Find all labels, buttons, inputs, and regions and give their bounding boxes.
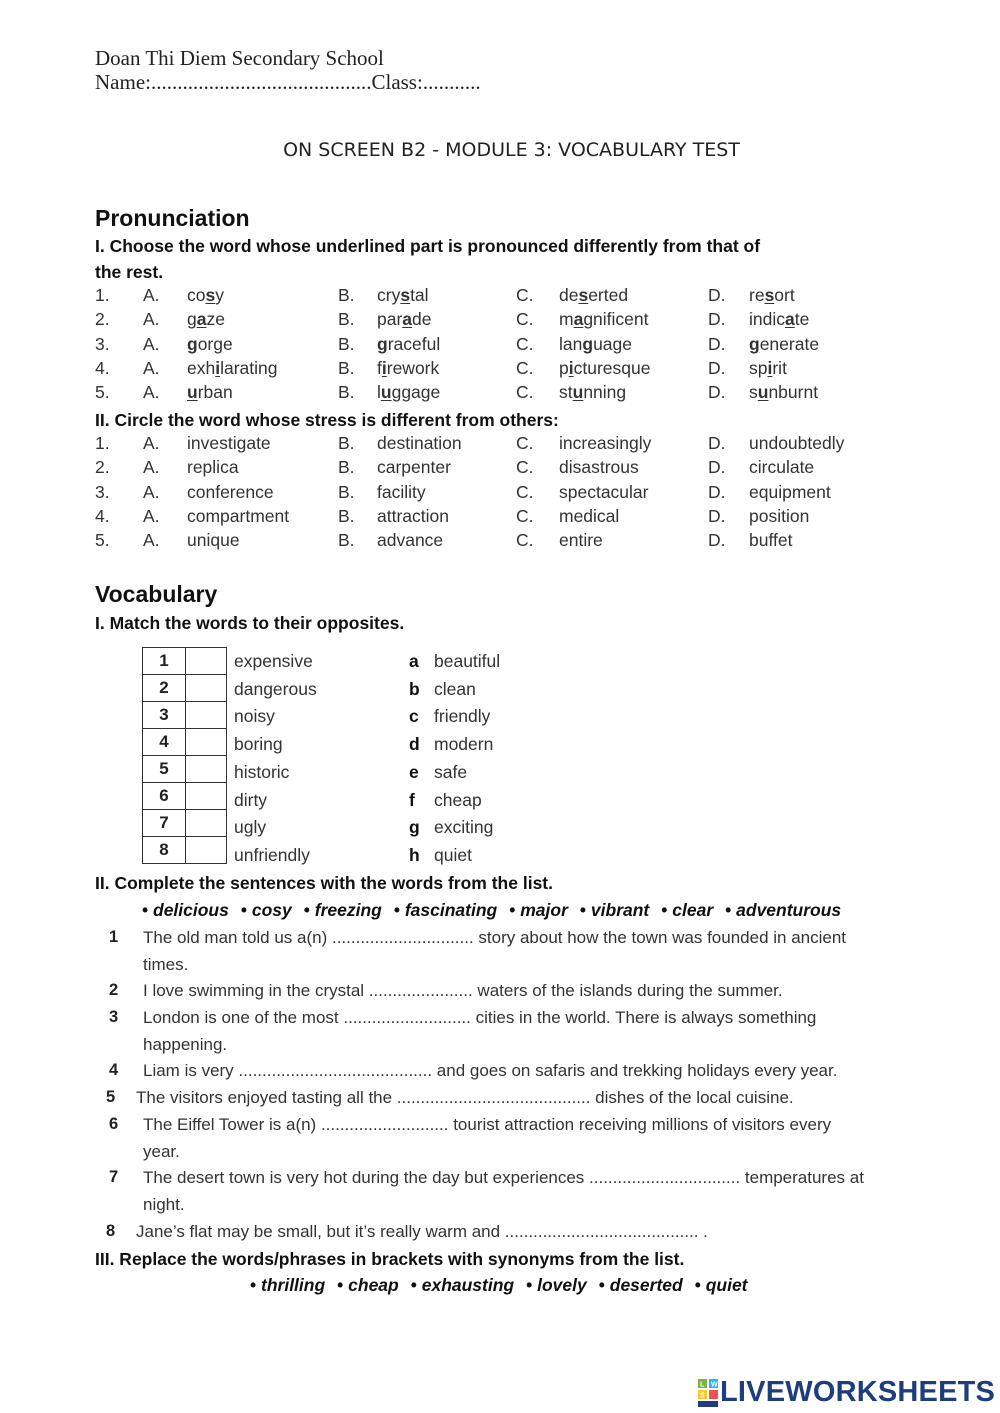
option-letter: A. xyxy=(143,309,160,330)
option-letter: A. xyxy=(143,530,160,551)
match-letter: c xyxy=(409,706,419,727)
word-list-item xyxy=(394,900,497,920)
sentence-line: The Eiffel Tower is a(n) ........................... tourist attraction receiving millions of visitors every xyxy=(143,1115,832,1134)
word-part: st xyxy=(559,382,573,403)
word-part: s xyxy=(749,382,758,403)
match-letter: h xyxy=(409,844,420,865)
option-letter: A. xyxy=(143,433,160,453)
vocab-section2-instruction: II. Complete the sentences with the words from the list. xyxy=(95,873,553,893)
underlined-part: g xyxy=(582,333,594,354)
option-letter: D. xyxy=(708,433,726,453)
underlined-part: s xyxy=(578,285,589,305)
underlined-part: g xyxy=(187,333,198,354)
match-number: 7 xyxy=(143,810,186,837)
bullet-icon: • xyxy=(410,1275,422,1295)
option-word: unique xyxy=(187,530,240,551)
question-number: 1. xyxy=(95,433,110,453)
question-number: 3. xyxy=(95,333,110,354)
match-letter: a xyxy=(409,651,419,671)
match-opposite: exciting xyxy=(434,817,494,838)
word-list-item xyxy=(250,1275,325,1295)
word-list-item xyxy=(142,900,229,920)
option-word: advance xyxy=(377,530,444,551)
match-number: 2 xyxy=(143,675,186,702)
option-letter: A. xyxy=(143,457,160,478)
match-opposite: beautiful xyxy=(434,651,501,671)
vocab-section1-instruction: I. Match the words to their opposites. xyxy=(95,613,405,633)
match-row xyxy=(143,702,227,729)
match-answer-box[interactable] xyxy=(186,783,227,810)
word-part: de xyxy=(559,285,579,305)
word-list-word: lovely xyxy=(537,1275,587,1295)
option-letter: D. xyxy=(708,505,726,526)
option-letter: C. xyxy=(516,285,534,305)
sentence-line: The desert town is very hot during the day but experiences ................................ temperatures at xyxy=(143,1168,864,1187)
option-word: disastrous xyxy=(559,457,639,478)
option-letter: D. xyxy=(708,457,726,478)
underlined-part: u xyxy=(572,382,584,403)
word-part: m xyxy=(559,309,574,330)
option-word: buffet xyxy=(749,530,793,551)
option-word xyxy=(377,382,440,403)
match-answer-box[interactable] xyxy=(186,729,227,756)
match-word: ugly xyxy=(234,817,267,838)
word-list-word: exhausting xyxy=(421,1275,515,1295)
word-list-word: freezing xyxy=(314,900,382,920)
word-list-item xyxy=(725,900,841,920)
match-word: dangerous xyxy=(234,678,317,699)
option-letter: A. xyxy=(143,481,160,502)
word-part: rban xyxy=(197,382,233,403)
match-opposite: cheap xyxy=(434,789,482,810)
match-opposite: clean xyxy=(434,678,476,699)
match-answer-box[interactable] xyxy=(186,810,227,837)
sentence-line: The old man told us a(n) .............................. story about how the town was founded in ancient xyxy=(143,928,847,947)
match-answer-box[interactable] xyxy=(186,756,227,783)
option-letter: B. xyxy=(338,481,355,502)
match-row xyxy=(143,729,227,756)
underlined-part: s xyxy=(400,285,411,305)
bullet-icon: • xyxy=(509,900,521,920)
match-number: 3 xyxy=(143,702,186,729)
word-part: ze xyxy=(206,309,225,330)
option-letter: C. xyxy=(516,357,534,378)
word-part: ggage xyxy=(391,382,441,403)
liveworksheets-brand: LIVEWORKSHEETS xyxy=(720,1376,996,1408)
option-word: equipment xyxy=(749,481,831,502)
question-number: 4. xyxy=(95,357,110,378)
option-letter: A. xyxy=(143,285,160,305)
option-word: entire xyxy=(559,530,603,551)
match-number: 6 xyxy=(143,783,186,810)
word-part: de xyxy=(412,309,432,330)
option-word xyxy=(559,382,626,403)
word-part: sp xyxy=(749,357,768,378)
match-row xyxy=(143,837,227,864)
option-letter: A. xyxy=(143,505,160,526)
option-letter: B. xyxy=(338,457,355,478)
word-part: co xyxy=(187,285,206,305)
option-letter: C. xyxy=(516,505,534,526)
option-word xyxy=(187,285,224,306)
word-part: l xyxy=(377,382,381,403)
option-word: facility xyxy=(377,481,426,502)
word-part: nning xyxy=(583,382,627,403)
sentence-number: 6 xyxy=(109,1115,119,1133)
match-opposite: friendly xyxy=(434,706,491,727)
option-word xyxy=(377,285,429,306)
match-opposite: quiet xyxy=(434,844,472,865)
pronunciation-heading: Pronunciation xyxy=(95,205,250,231)
underlined-part: s xyxy=(764,285,775,305)
option-word: investigate xyxy=(187,433,271,453)
option-letter: C. xyxy=(516,333,534,354)
underlined-part: u xyxy=(187,382,198,403)
word-list-item xyxy=(580,900,649,920)
question-number: 1. xyxy=(95,285,110,305)
word-list-item xyxy=(304,900,382,920)
option-word xyxy=(749,358,787,379)
option-word: conference xyxy=(187,481,274,502)
sentence-number: 8 xyxy=(106,1222,116,1240)
option-word xyxy=(559,358,650,379)
match-word: dirty xyxy=(234,789,268,810)
option-word xyxy=(187,358,278,379)
option-letter: B. xyxy=(338,285,355,305)
word-list-item xyxy=(241,900,292,920)
liveworksheets-logo[interactable] xyxy=(698,1376,994,1410)
pron-section1-instruction-line1: I. Choose the word whose underlined part is pronounced differently from that of xyxy=(95,236,761,256)
option-letter: B. xyxy=(338,382,355,403)
option-word: undoubtedly xyxy=(749,433,845,453)
word-part: raceful xyxy=(387,333,441,354)
question-number: 4. xyxy=(95,505,110,526)
sentence-line: times. xyxy=(143,954,189,974)
match-table xyxy=(142,647,227,864)
name-class-line: Name:..........................................Class:........... xyxy=(95,70,481,94)
underlined-part: u xyxy=(380,382,392,403)
question-number: 2. xyxy=(95,309,110,330)
word-part: gnificent xyxy=(583,309,649,330)
underlined-part: i xyxy=(215,357,221,378)
word-list-word: clear xyxy=(672,900,714,920)
option-letter: B. xyxy=(338,333,355,354)
option-word: increasingly xyxy=(559,433,652,453)
word-list-item xyxy=(337,1275,399,1295)
underlined-part: a xyxy=(573,309,584,330)
option-letter: B. xyxy=(338,530,355,551)
vocab-section3-instruction: III. Replace the words/phrases in brackets with synonyms from the list. xyxy=(95,1249,685,1269)
sentence-line: happening. xyxy=(143,1034,228,1054)
school-name: Doan Thi Diem Secondary School xyxy=(95,46,384,70)
option-letter: C. xyxy=(516,382,534,403)
word-list-word: delicious xyxy=(153,900,229,920)
option-word xyxy=(559,309,649,330)
bullet-icon: • xyxy=(393,900,405,920)
page-title: ON SCREEN B2 - MODULE 3: VOCABULARY TEST xyxy=(283,139,740,161)
match-row xyxy=(143,648,227,675)
match-row xyxy=(143,810,227,837)
option-word xyxy=(187,309,225,330)
vocabulary-heading: Vocabulary xyxy=(95,581,218,607)
option-word: attraction xyxy=(377,505,449,526)
option-letter: C. xyxy=(516,457,534,478)
sentence-number: 1 xyxy=(109,928,119,946)
logo-letter-1: L xyxy=(700,1381,705,1389)
match-row xyxy=(143,783,227,810)
option-letter: C. xyxy=(516,309,534,330)
word-part: re xyxy=(749,285,765,305)
bullet-icon: • xyxy=(661,900,673,920)
word-part: nburnt xyxy=(768,382,819,403)
underlined-part: i xyxy=(381,357,387,378)
bullet-icon: • xyxy=(598,1275,610,1295)
question-number: 5. xyxy=(95,530,110,551)
option-letter: C. xyxy=(516,481,534,502)
logo-letter-2: W xyxy=(711,1381,718,1389)
word-list-word: cosy xyxy=(251,900,292,920)
underlined-part: u xyxy=(757,382,769,403)
word-list-word: quiet xyxy=(705,1275,748,1295)
word-part: larating xyxy=(220,357,278,378)
word-part: orge xyxy=(197,333,233,354)
match-answer-box[interactable] xyxy=(186,648,227,675)
match-letter: g xyxy=(409,817,420,838)
option-word: spectacular xyxy=(559,481,649,502)
option-word: medical xyxy=(559,505,620,526)
word-part: rework xyxy=(386,357,440,378)
word-list-item xyxy=(661,900,713,920)
pron-section1-instruction-line2: the rest. xyxy=(95,262,164,282)
option-letter: A. xyxy=(143,357,160,378)
match-word: unfriendly xyxy=(234,844,310,865)
sentence-number: 4 xyxy=(109,1061,119,1079)
match-row xyxy=(143,756,227,783)
sentence-number: 7 xyxy=(109,1168,119,1186)
word-part: uage xyxy=(593,333,632,354)
word-part: p xyxy=(559,357,569,378)
sentence-line: The visitors enjoyed tasting all the ......................................... dishes of the local cuisine. xyxy=(136,1088,794,1107)
option-letter: D. xyxy=(708,357,726,378)
bullet-icon: • xyxy=(240,900,252,920)
word-list-item xyxy=(695,1275,748,1295)
pron-section2-instruction: II. Circle the word whose stress is different from others: xyxy=(95,410,559,430)
underlined-part: i xyxy=(767,357,773,378)
option-word: compartment xyxy=(187,505,290,526)
word-list-item xyxy=(599,1275,683,1295)
word-part: tal xyxy=(410,285,429,305)
sentence-number: 3 xyxy=(109,1008,119,1026)
word-part: f xyxy=(377,357,382,378)
word-list-word: major xyxy=(520,900,568,920)
match-number: 1 xyxy=(143,648,186,675)
match-word: historic xyxy=(234,761,290,782)
option-word: position xyxy=(749,505,810,526)
word-list-2 xyxy=(142,900,841,921)
word-part: par xyxy=(377,309,403,330)
sentence-line: Jane’s flat may be small, but it’s really warm and ......................................... . xyxy=(136,1222,708,1241)
option-letter: B. xyxy=(338,309,355,330)
option-word xyxy=(377,334,440,355)
option-letter: A. xyxy=(143,333,160,354)
word-part: indic xyxy=(749,309,785,330)
match-number: 4 xyxy=(143,729,186,756)
word-list-word: adventurous xyxy=(736,900,842,920)
option-word xyxy=(559,285,628,306)
option-word xyxy=(749,334,819,355)
option-word xyxy=(559,334,632,355)
option-word: circulate xyxy=(749,457,815,478)
bullet-icon: • xyxy=(526,1275,538,1295)
sentence-line: year. xyxy=(143,1141,180,1161)
option-word: replica xyxy=(187,457,239,478)
sentence-number: 2 xyxy=(109,981,119,999)
bullet-icon: • xyxy=(142,900,153,920)
match-number: 5 xyxy=(143,756,186,783)
option-word xyxy=(749,382,818,403)
option-word xyxy=(377,358,439,379)
option-letter: C. xyxy=(516,530,534,551)
bullet-icon: • xyxy=(250,1275,261,1295)
option-letter: A. xyxy=(143,382,160,403)
option-letter: B. xyxy=(338,357,355,378)
match-answer-box[interactable] xyxy=(186,702,227,729)
option-letter: B. xyxy=(338,433,355,453)
word-list-item xyxy=(411,1275,514,1295)
match-opposite: modern xyxy=(434,734,494,755)
word-list-word: deserted xyxy=(609,1275,683,1295)
word-list-word: vibrant xyxy=(590,900,650,920)
word-part: g xyxy=(187,309,197,330)
question-number: 2. xyxy=(95,457,110,478)
word-part: exh xyxy=(187,357,216,378)
sentence-line: Liam is very ......................................... and goes on safaris and trekking holidays every year. xyxy=(143,1061,838,1080)
underlined-part: a xyxy=(402,309,413,330)
underlined-part: a xyxy=(785,309,795,330)
sentence-number: 5 xyxy=(106,1088,116,1106)
word-part: rit xyxy=(772,357,787,378)
match-opposite: safe xyxy=(434,761,468,782)
word-list-word: thrilling xyxy=(261,1275,326,1295)
match-answer-box[interactable] xyxy=(186,675,227,702)
option-letter: D. xyxy=(708,530,726,551)
bullet-icon: • xyxy=(694,1275,706,1295)
bullet-icon: • xyxy=(303,900,315,920)
option-letter: D. xyxy=(708,481,726,502)
underlined-part: g xyxy=(749,333,760,354)
option-word xyxy=(749,285,795,306)
sentence-line: night. xyxy=(143,1194,185,1214)
option-letter: B. xyxy=(338,505,355,526)
word-list-word: fascinating xyxy=(404,900,498,920)
word-part: erted xyxy=(588,285,629,305)
match-letter: f xyxy=(409,789,415,810)
question-number: 5. xyxy=(95,382,110,403)
match-letter: b xyxy=(409,678,420,699)
option-word: carpenter xyxy=(377,457,451,478)
option-letter: C. xyxy=(516,433,534,453)
word-part: cry xyxy=(377,285,401,305)
option-letter: D. xyxy=(708,309,726,330)
match-word: expensive xyxy=(234,651,313,671)
word-list-word: cheap xyxy=(348,1275,399,1295)
option-word: destination xyxy=(377,433,462,453)
sentence-line: London is one of the most ........................... cities in the world. There is always something xyxy=(143,1008,817,1027)
bullet-icon: • xyxy=(579,900,591,920)
underlined-part: g xyxy=(377,333,388,354)
option-word xyxy=(749,309,809,330)
word-part: y xyxy=(215,285,224,305)
word-part: ort xyxy=(774,285,795,305)
match-row xyxy=(143,675,227,702)
word-part: enerate xyxy=(759,333,820,354)
match-number: 8 xyxy=(143,837,186,864)
match-letter: e xyxy=(409,761,419,782)
underlined-part: i xyxy=(568,357,574,378)
bullet-icon: • xyxy=(337,1275,349,1295)
option-letter: D. xyxy=(708,333,726,354)
option-letter: D. xyxy=(708,382,726,403)
liveworksheets-logo-icon xyxy=(698,1379,720,1409)
match-answer-box[interactable] xyxy=(186,837,227,864)
underlined-part: a xyxy=(196,309,207,330)
option-letter: D. xyxy=(708,285,726,305)
logo-letter-3: S xyxy=(700,1392,705,1400)
word-list-item xyxy=(509,900,568,920)
match-word: noisy xyxy=(234,706,275,727)
match-word: boring xyxy=(234,734,283,755)
question-number: 3. xyxy=(95,481,110,502)
word-list-3 xyxy=(250,1275,748,1296)
word-part: te xyxy=(794,309,810,330)
word-part: cturesque xyxy=(573,357,651,378)
word-list-item xyxy=(526,1275,587,1295)
option-word xyxy=(377,309,432,330)
sentence-line: I love swimming in the crystal ...................... waters of the islands during the summer. xyxy=(143,981,783,1000)
match-letter: d xyxy=(409,734,420,755)
underlined-part: s xyxy=(205,285,216,305)
option-word xyxy=(187,334,233,355)
bullet-icon: • xyxy=(725,900,737,920)
word-part: lan xyxy=(559,333,583,354)
option-word xyxy=(187,382,233,403)
